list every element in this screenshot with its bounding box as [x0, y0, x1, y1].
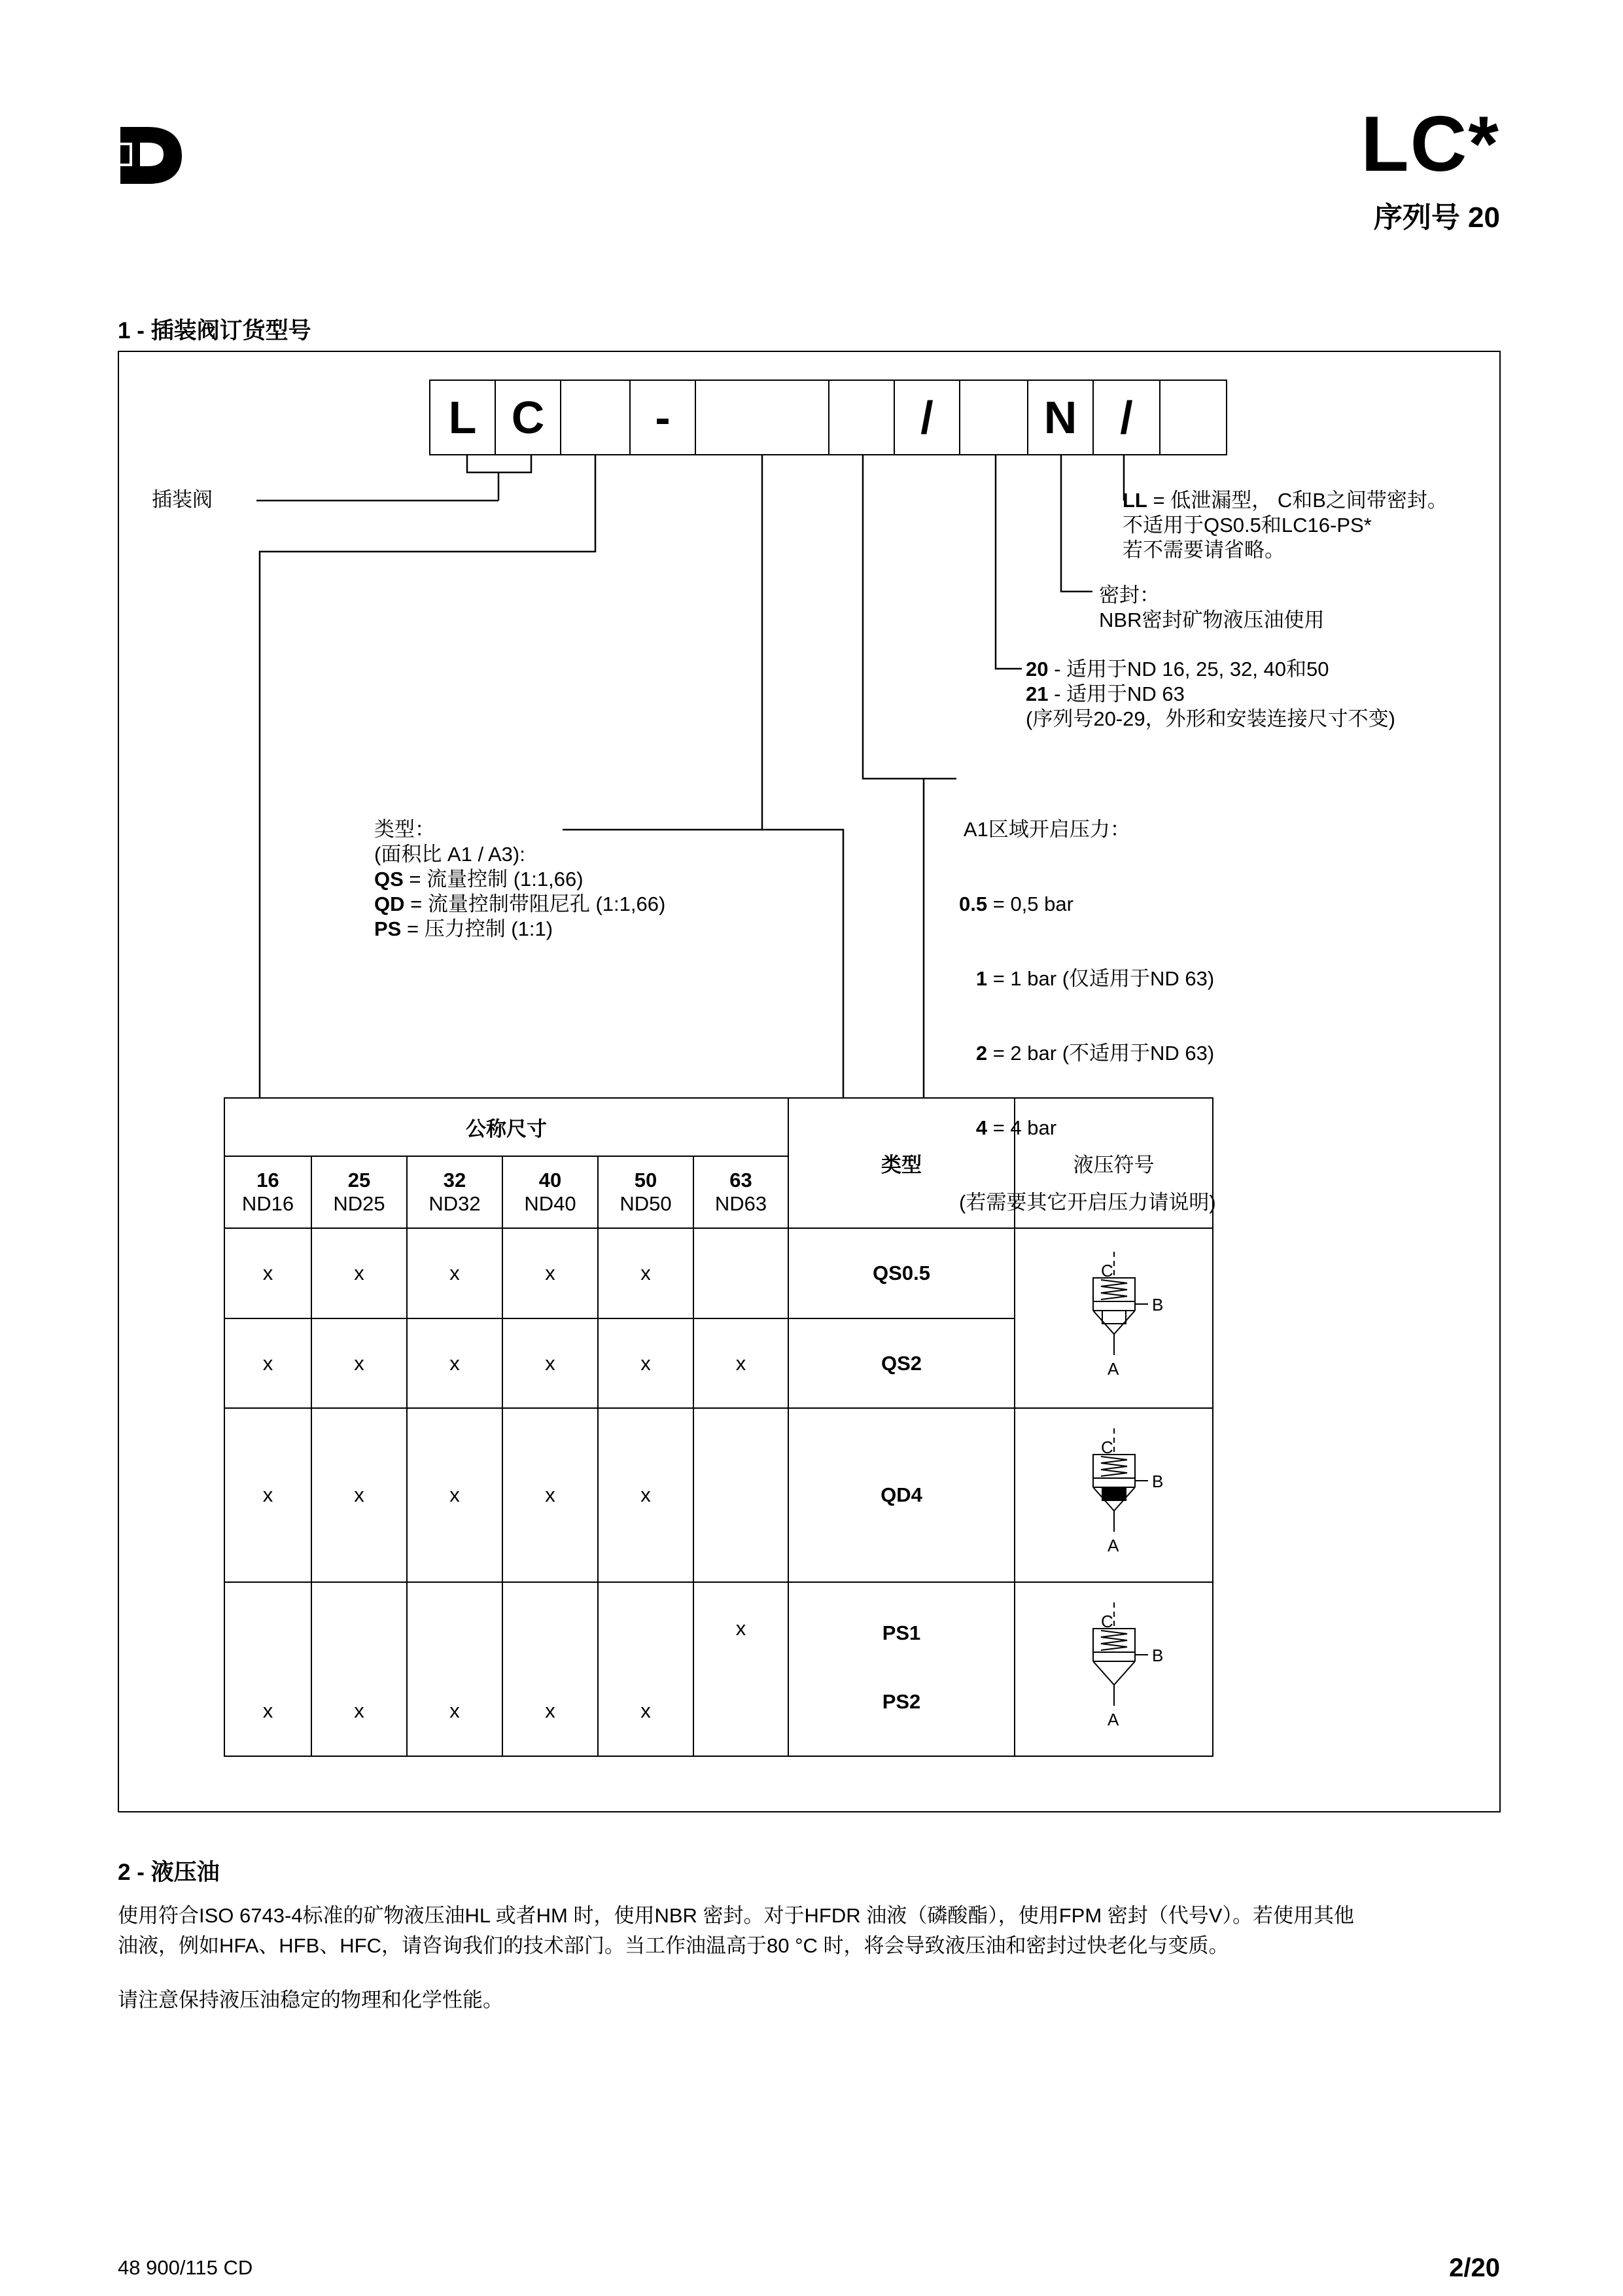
- table-cell: [693, 1228, 788, 1318]
- type-cell: QD4: [788, 1408, 1015, 1582]
- series-note: 20 - 适用于ND 16, 25, 32, 40和50 21 - 适用于ND 63 (序列号20-29，外形和安装连接尺寸不变): [1026, 658, 1395, 730]
- section-2-heading: 2 - 液压油: [118, 1860, 220, 1885]
- table-cell: x: [311, 1318, 407, 1408]
- port-b-label: B: [1151, 1646, 1163, 1665]
- symbol-cell-qs: [1015, 1228, 1213, 1408]
- table-cell: x: [224, 1318, 311, 1408]
- size-header-32: 32 ND32: [407, 1156, 502, 1228]
- seal-type-note: LL = 低泄漏型， C和B之间带密封。 不适用于QS0.5和LC16-PS* 若不需要请省略。: [1123, 489, 1448, 561]
- table-row: [224, 1582, 1213, 1756]
- table-cell: x: [502, 1582, 598, 1756]
- port-a-label: A: [1107, 1358, 1119, 1379]
- table-cell: x: [224, 1582, 311, 1756]
- table-cell: [693, 1408, 788, 1582]
- fluid-stability-note: 请注意保持液压油稳定的物理和化学性能。: [118, 1988, 503, 2011]
- code-box-10: /: [1092, 380, 1161, 455]
- ps-valve-symbol: [1062, 1601, 1166, 1732]
- size-header-50: 50 ND50: [598, 1156, 693, 1228]
- type-cell: QS2: [788, 1318, 1015, 1408]
- port-c-label: C: [1100, 1438, 1113, 1457]
- cracking-pressure-note: A1区域开启压力： 0.5 = 0,5 bar 1 = 1 bar (仅适用于ND 63) 2 = 2 bar (不适用于ND 63) 4 = 4 bar (若需要其它开启压力请说明): [959, 818, 1216, 1214]
- code-box-1: L: [429, 380, 496, 455]
- port-b-label: B: [1151, 1294, 1163, 1315]
- table-cell: x: [407, 1582, 502, 1756]
- table-cell: x: [693, 1318, 788, 1408]
- table-cell: x: [502, 1318, 598, 1408]
- table-cell: x: [311, 1582, 407, 1756]
- seal-note: 密封： NBR密封矿物液压油使用: [1099, 584, 1325, 631]
- table-cell: x: [502, 1408, 598, 1582]
- hydraulic-symbol-header: 液压符号: [1015, 1098, 1213, 1228]
- page-number: 2/20: [1449, 2253, 1500, 2282]
- document-number: 48 900/115 CD: [118, 2256, 253, 2279]
- qd-valve-symbol: [1062, 1427, 1166, 1558]
- code-box-9: N: [1027, 380, 1094, 455]
- symbol-cell-qd: [1015, 1408, 1213, 1582]
- product-code-title: LC*: [1361, 100, 1500, 188]
- table-cell: x: [311, 1408, 407, 1582]
- nominal-size-header: 公称尺寸: [224, 1098, 788, 1156]
- symbol-cell-ps: [1015, 1582, 1213, 1756]
- table-cell: x: [311, 1228, 407, 1318]
- port-c-label: C: [1100, 1612, 1113, 1631]
- size-header-25: 25 ND25: [311, 1156, 407, 1228]
- table-cell: x: [598, 1582, 693, 1756]
- table-row: [224, 1228, 1213, 1318]
- section-1-heading: 1 - 插装阀订货型号: [118, 318, 311, 344]
- table-cell: x: [407, 1228, 502, 1318]
- code-box-7: /: [894, 380, 960, 455]
- type-header: 类型: [788, 1098, 1015, 1228]
- port-c-label: C: [1100, 1260, 1113, 1280]
- table-row: [224, 1408, 1213, 1582]
- table-cell: x: [407, 1408, 502, 1582]
- table-cell: x: [693, 1582, 788, 1756]
- table-cell: x: [598, 1318, 693, 1408]
- port-a-label: A: [1107, 1710, 1119, 1729]
- table-cell: x: [407, 1318, 502, 1408]
- port-b-label: B: [1151, 1472, 1163, 1491]
- size-header-63: 63 ND63: [693, 1156, 788, 1228]
- size-header-16: 16 ND16: [224, 1156, 311, 1228]
- size-header-40: 40 ND40: [502, 1156, 598, 1228]
- table-cell: x: [598, 1228, 693, 1318]
- code-box-4: -: [629, 380, 696, 455]
- table-cell: x: [502, 1228, 598, 1318]
- table-cell: x: [224, 1228, 311, 1318]
- type-cell-ps: PS1 PS2: [788, 1582, 1015, 1756]
- table-cell: x: [224, 1408, 311, 1582]
- nominal-size-table: [224, 1097, 1213, 1757]
- port-a-label: A: [1107, 1536, 1119, 1555]
- qs-valve-symbol: [1062, 1250, 1166, 1381]
- valve-type-note: 类型： (面积比 A1 / A3): QS = 流量控制 (1:1,66) QD = 流量控制带阻尼孔 (1:1,66) PS = 压力控制 (1:1): [374, 818, 666, 940]
- cartridge-valve-label: 插装阀: [152, 488, 213, 511]
- code-box-2: C: [495, 380, 561, 455]
- series-number: 序列号 20: [1373, 202, 1500, 234]
- type-cell: QS0.5: [788, 1228, 1015, 1318]
- table-cell: x: [598, 1408, 693, 1582]
- hydraulic-fluid-paragraph: 使用符合ISO 6743-4标准的矿物液压油HL 或者HM 时，使用NBR 密封。对于HFDR 油液（磷酸酯），使用FPM 密封（代号V）。若使用其他 油液，例如HFA、HFB、HFC，请咨询我们的技术部门。当工作油温高于80 °C 时，将会导致液压油和密封过快老化与变质。: [118, 1904, 1354, 1957]
